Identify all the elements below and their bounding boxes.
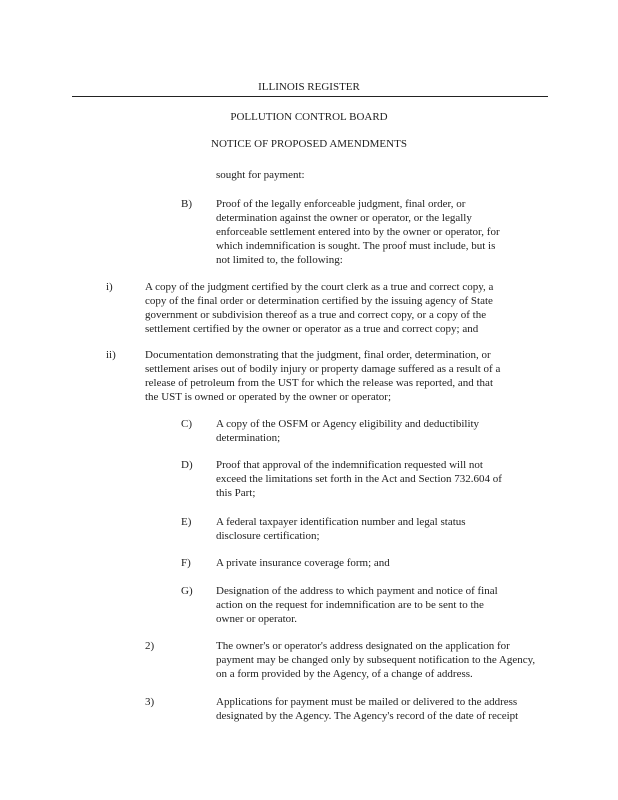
item-line: release of petroleum from the UST for which the release was reported, and that	[145, 377, 493, 389]
item-line: settlement certified by the owner or operator as a true and correct copy; and	[145, 323, 479, 335]
board-title: POLLUTION CONTROL BOARD	[230, 111, 388, 123]
item-line: payment may be changed only by subsequent notification to the Agency,	[216, 654, 536, 666]
item-line: settlement arises out of bodily injury or property damage suffered as a result of a	[145, 363, 501, 375]
item-label: ii)	[106, 349, 116, 361]
item-line: Designation of the address to which payment and notice of final	[216, 585, 498, 597]
item-line: government or subdivision thereof as a true and correct copy, or a copy of the	[145, 309, 487, 321]
item-line: Documentation demonstrating that the judgment, final order, determination, or	[145, 349, 491, 361]
item-line: not limited to, the following:	[216, 254, 343, 266]
item-line: A private insurance coverage form; and	[216, 557, 390, 569]
item-line: Proof of the legally enforceable judgment, final order, or	[216, 198, 466, 210]
item-line: enforceable settlement entered into by the owner or operator, for	[216, 226, 500, 238]
item-line: A federal taxpayer identification number and legal status	[216, 516, 466, 528]
item-line: Applications for payment must be mailed or delivered to the address	[216, 696, 518, 708]
item-label: 2)	[145, 640, 155, 652]
item-line: copy of the final order or determination certified by the issuing agency of State	[145, 295, 493, 307]
notice-title: NOTICE OF PROPOSED AMENDMENTS	[211, 138, 407, 150]
item-line: this Part;	[216, 487, 256, 499]
item-line: determination;	[216, 432, 281, 444]
item-line: action on the request for indemnification are to be sent to the	[216, 599, 484, 611]
item-line: A copy of the OSFM or Agency eligibility and deductibility	[216, 418, 480, 430]
header-rule	[72, 96, 548, 97]
item-label: C)	[181, 418, 192, 430]
register-title: ILLINOIS REGISTER	[258, 81, 360, 93]
item-label: B)	[181, 198, 192, 210]
item-label: E)	[181, 516, 192, 528]
item-line: A copy of the judgment certified by the court clerk as a true and correct copy, a	[145, 281, 494, 293]
item-line: designated by the Agency. The Agency's record of the date of receipt	[216, 710, 519, 722]
item-line: the UST is owned or operated by the owner or operator;	[145, 391, 392, 403]
item-label: F)	[181, 557, 191, 569]
item-line: The owner's or operator's address designated on the application for	[216, 640, 510, 652]
item-label: 3)	[145, 696, 155, 708]
item-line: owner or operator.	[216, 613, 297, 625]
item-line: determination against the owner or operator, or the legally	[216, 212, 472, 224]
item-line: Proof that approval of the indemnification requested will not	[216, 459, 483, 471]
item-line: which indemnification is sought. The proof must include, but is	[216, 240, 496, 252]
item-label: D)	[181, 459, 193, 471]
item-line: exceed the limitations set forth in the Act and Section 732.604 of	[216, 473, 502, 485]
item-label: G)	[181, 585, 193, 597]
item-line: on a form provided by the Agency, of a change of address.	[216, 668, 473, 680]
item-line: disclosure certification;	[216, 530, 320, 542]
continuation-text: sought for payment:	[216, 169, 305, 181]
item-label: i)	[106, 281, 113, 293]
